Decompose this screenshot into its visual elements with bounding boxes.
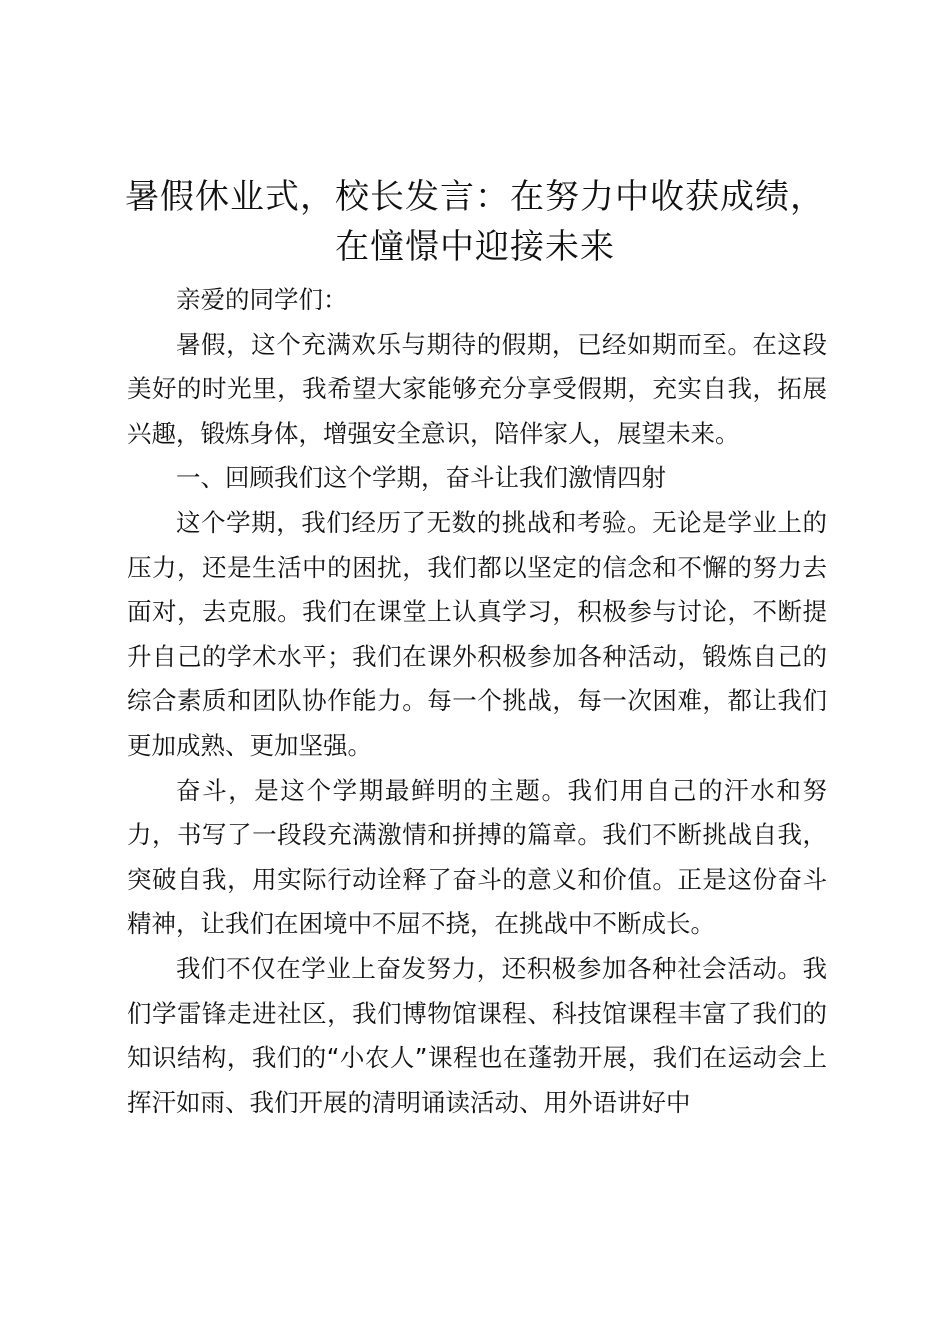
document-title: 暑假休业式，校长发言：在努力中收获成绩，在憧憬中迎接未来: [125, 177, 825, 267]
section-heading: 一、回顾我们这个学期，奋斗让我们激情四射: [176, 463, 666, 493]
paragraph-intro: 暑假，这个充满欢乐与期待的假期，已经如期而至。在这段美好的时光里，我希望大家能够充分享受假期，充实自我，拓展兴趣，锻炼身体，增强安全意识，陪伴家人，展望未来。: [127, 329, 827, 448]
paragraph-semester: 这个学期，我们经历了无数的挑战和考验。无论是学业上的压力，还是生活中的困扰，我们都以坚定的信念和不懈的努力去面对，去克服。我们在课堂上认真学习，积极参与讨论，不断提升自己的学术水平；我们在课外积极参加各种活动，锻炼自己的综合素质和团队协作能力。每一个挑战，每一次困难，都让我们更加成熟、更加坚强。: [127, 507, 827, 760]
document-body: [127, 278, 827, 1125]
paragraph-struggle: 奋斗，是这个学期最鲜明的主题。我们用自己的汗水和努力，书写了一段段充满激情和拼搏的篇章。我们不断挑战自我，突破自我，用实际行动诠释了奋斗的意义和价值。正是这份奋斗精神，让我们在困境中不屈不挠，在挑战中不断成长。: [127, 775, 827, 939]
greeting: 亲爱的同学们：: [176, 285, 348, 314]
paragraph-activities: 我们不仅在学业上奋发努力，还积极参加各种社会活动。我们学雷锋走进社区，我们博物馆课程、科技馆课程丰富了我们的知识结构，我们的“小农人”课程也在蓬勃开展，我们在运动会上挥汗如雨、我们开展的清明诵读活动、用外语讲好中: [127, 953, 827, 1117]
